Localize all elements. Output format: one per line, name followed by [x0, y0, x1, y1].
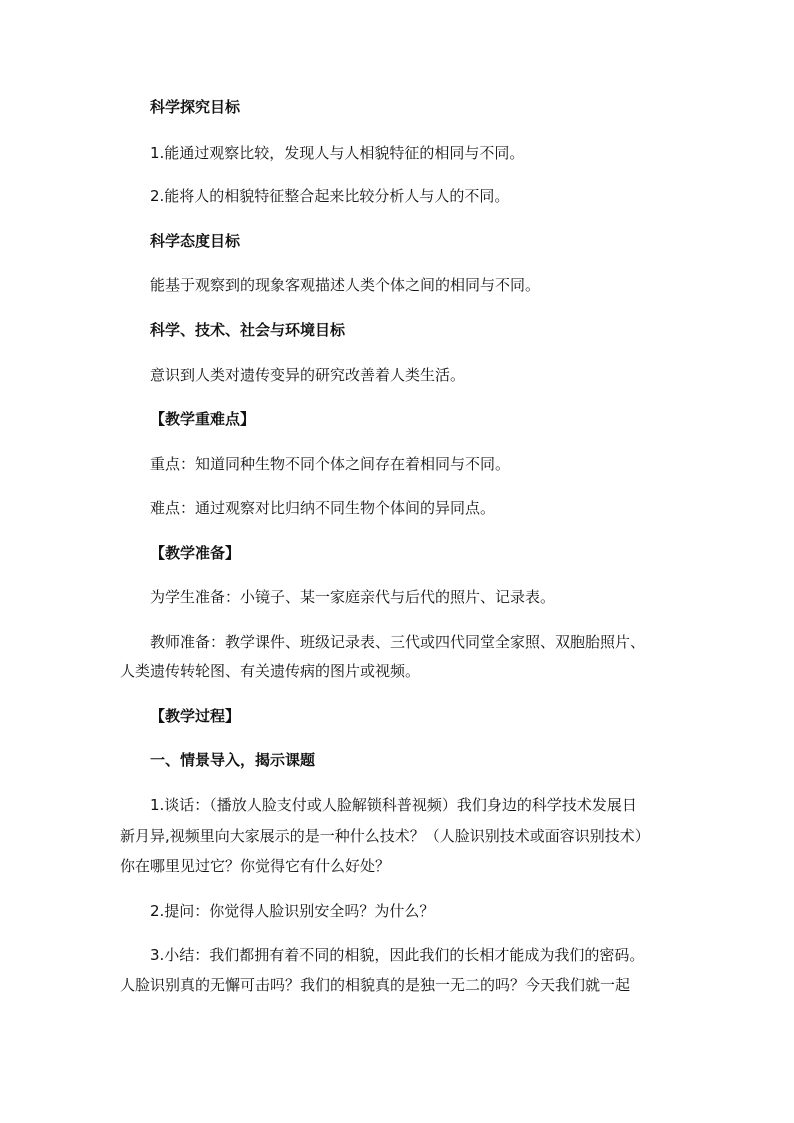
- question-line: 2.提问：你觉得人脸识别安全吗？为什么？: [150, 902, 435, 920]
- stse-goal-heading: 科学、技术、社会与环境目标: [150, 321, 346, 339]
- process-heading: 【教学过程】: [150, 707, 241, 725]
- stse-goal-item: 意识到人类对遗传变异的研究改善着人类生活。: [150, 366, 466, 384]
- key-difficult-heading: 【教学重难点】: [150, 410, 256, 428]
- summary-line-1: 3.小结：我们都拥有着不同的相貌，因此我们的长相才能成为我们的密码。: [150, 946, 645, 964]
- teacher-preparation-line-1: 教师准备：教学课件、班级记录表、三代或四代同堂全家照、双胞胎照片、: [150, 633, 646, 651]
- talk-line-1: 1.谈话：（播放人脸支付或人脸解锁科普视频）我们身边的科学技术发展日: [150, 796, 637, 814]
- attitude-goal-heading: 科学态度目标: [150, 232, 241, 250]
- difficult-point: 难点：通过观察对比归纳不同生物个体间的异同点。: [150, 499, 496, 517]
- student-preparation: 为学生准备：小镜子、某一家庭亲代与后代的照片、记录表。: [150, 588, 556, 606]
- inquiry-goal-item-2: 2.能将人的相貌特征整合起来比较分析人与人的不同。: [150, 187, 510, 205]
- talk-line-2: 新月异,视频里向大家展示的是一种什么技术？（人脸识别技术或面容识别技术）: [120, 827, 650, 845]
- summary-line-2: 人脸识别真的无懈可击吗？我们的相貌真的是独一无二的吗？今天我们就一起: [120, 976, 631, 994]
- teacher-preparation-line-2: 人类遗传转轮图、有关遗传病的图片或视频。: [120, 662, 421, 680]
- inquiry-goal-item-1: 1.能通过观察比较，发现人与人相貌特征的相同与不同。: [150, 144, 525, 162]
- attitude-goal-item: 能基于观察到的现象客观描述人类个体之间的相同与不同。: [150, 276, 541, 294]
- preparation-heading: 【教学准备】: [150, 544, 241, 562]
- key-point: 重点：知道同种生物不同个体之间存在着相同与不同。: [150, 455, 511, 473]
- intro-heading: 一、情景导入，揭示课题: [150, 751, 316, 769]
- talk-line-3: 你在哪里见过它？你觉得它有什么好处？: [120, 857, 391, 875]
- inquiry-goal-heading: 科学探究目标: [150, 98, 241, 116]
